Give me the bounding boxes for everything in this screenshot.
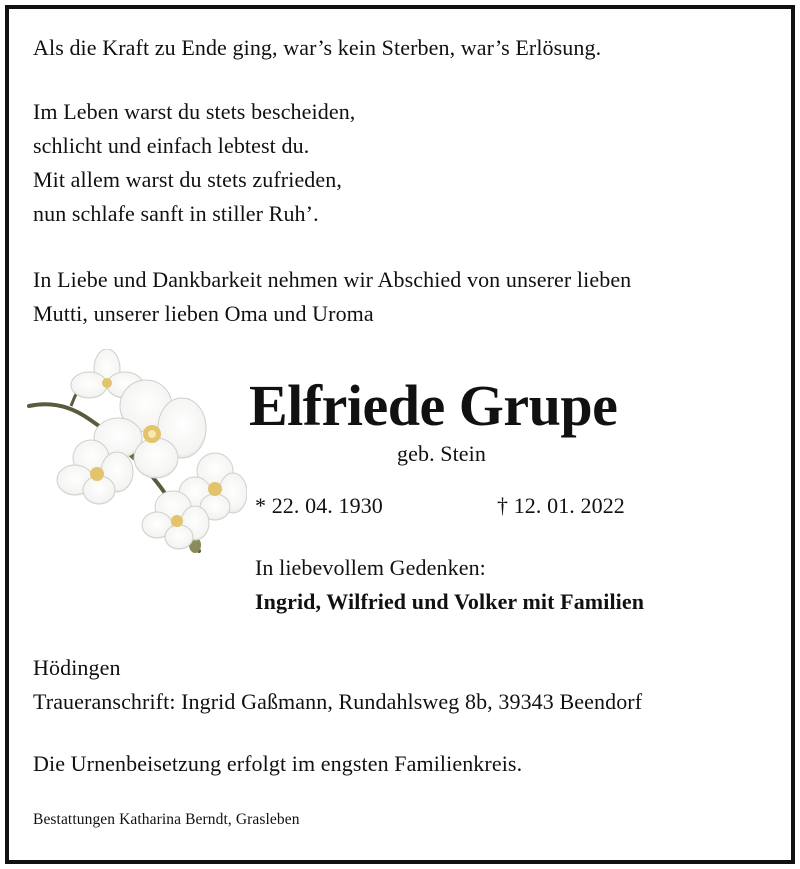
death-date: † 12. 01. 2022 (497, 493, 625, 518)
place-name: Hödingen (33, 655, 121, 680)
mourning-address: Traueranschrift: Ingrid Gaßmann, Rundahlsweg 8b, 39343 Beendorf (33, 689, 643, 714)
white-orchid-icon (27, 349, 247, 564)
deceased-name: Elfriede Grupe (249, 373, 618, 438)
birth-name: geb. Stein (397, 441, 486, 466)
verse-line: schlicht und einfach lebtest du. (33, 133, 310, 158)
mourners-names: Ingrid, Wilfried und Volker mit Familien (255, 589, 645, 614)
verse-line: Im Leben warst du stets bescheiden, (33, 99, 356, 124)
intro-line: Mutti, unserer lieben Oma und Uroma (33, 301, 374, 326)
opening-line: Als die Kraft zu Ende ging, war’s kein Sterben, war’s Erlösung. (33, 35, 602, 60)
obituary-notice (5, 5, 795, 864)
verse-line: nun schlafe sanft in stiller Ruh’. (33, 201, 319, 226)
intro-line: In Liebe und Dankbarkeit nehmen wir Abschied von unserer lieben (33, 267, 632, 292)
verse-line: Mit allem warst du stets zufrieden, (33, 167, 342, 192)
funeral-home: Bestattungen Katharina Berndt, Grasleben (33, 811, 300, 828)
burial-note: Die Urnenbeisetzung erfolgt im engsten Familienkreis. (33, 751, 523, 776)
birth-date: * 22. 04. 1930 (255, 493, 383, 518)
remembrance-label: In liebevollem Gedenken: (255, 555, 486, 580)
